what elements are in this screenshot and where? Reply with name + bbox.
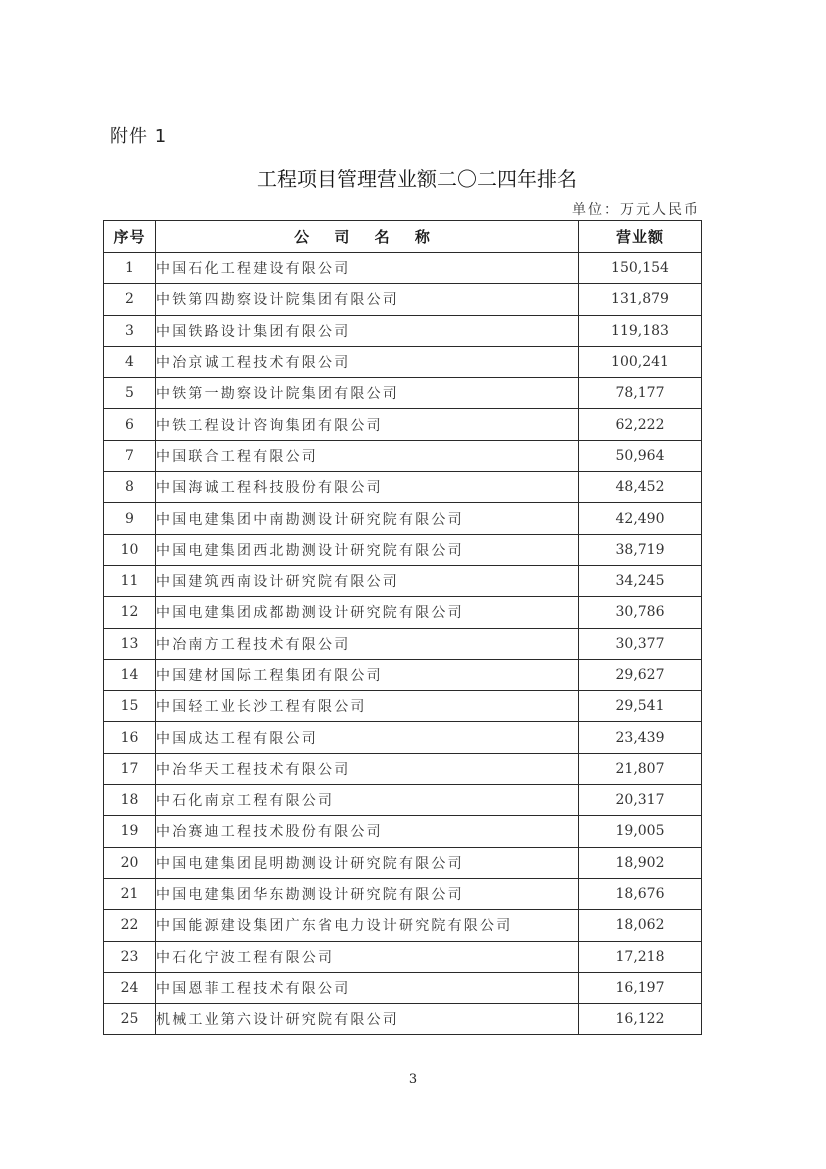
- company-name-cell: 中国成达工程有限公司: [156, 722, 579, 753]
- company-name-cell: 中冶华天工程技术有限公司: [156, 753, 579, 784]
- revenue-cell: 48,452: [579, 472, 702, 503]
- company-name-cell: 中冶京诚工程技术有限公司: [156, 346, 579, 377]
- table-row: [104, 659, 702, 690]
- company-name-cell: 中冶南方工程技术有限公司: [156, 628, 579, 659]
- company-name-cell: 中国建材国际工程集团有限公司: [156, 659, 579, 690]
- revenue-cell: 19,005: [579, 816, 702, 847]
- revenue-cell: 62,222: [579, 409, 702, 440]
- page-number: 3: [408, 1072, 418, 1087]
- revenue-cell: 29,627: [579, 659, 702, 690]
- table-row: [104, 628, 702, 659]
- revenue-cell: 38,719: [579, 534, 702, 565]
- rank-cell: 3: [104, 315, 156, 346]
- table-row: [104, 565, 702, 596]
- table-row: [104, 378, 702, 409]
- rank-cell: 7: [104, 440, 156, 471]
- table-row: [104, 753, 702, 784]
- ranking-table: [103, 220, 702, 1035]
- table-row: [104, 941, 702, 972]
- header-revenue: 营业额: [579, 221, 702, 253]
- revenue-cell: 17,218: [579, 941, 702, 972]
- rank-cell: 9: [104, 503, 156, 534]
- rank-cell: 24: [104, 972, 156, 1003]
- table-row: [104, 253, 702, 284]
- rank-cell: 15: [104, 691, 156, 722]
- rank-cell: 1: [104, 253, 156, 284]
- company-name-cell: 中国建筑西南设计研究院有限公司: [156, 565, 579, 596]
- table-row: [104, 847, 702, 878]
- table-row: [104, 409, 702, 440]
- rank-cell: 4: [104, 346, 156, 377]
- table-row: [104, 1004, 702, 1035]
- company-name-cell: 中国海诚工程科技股份有限公司: [156, 472, 579, 503]
- table-row: [104, 503, 702, 534]
- rank-cell: 2: [104, 284, 156, 315]
- table-header-row: [104, 221, 702, 253]
- attachment-label: 附件 1: [110, 126, 168, 147]
- rank-cell: 20: [104, 847, 156, 878]
- revenue-cell: 150,154: [579, 253, 702, 284]
- company-name-cell: 中石化南京工程有限公司: [156, 785, 579, 816]
- table-row: [104, 472, 702, 503]
- revenue-cell: 16,197: [579, 972, 702, 1003]
- revenue-cell: 30,786: [579, 597, 702, 628]
- table-row: [104, 910, 702, 941]
- table-row: [104, 878, 702, 909]
- company-name-cell: 中国电建集团华东勘测设计研究院有限公司: [156, 878, 579, 909]
- rank-cell: 21: [104, 878, 156, 909]
- company-name-cell: 机械工业第六设计研究院有限公司: [156, 1004, 579, 1035]
- rank-cell: 11: [104, 565, 156, 596]
- company-name-cell: 中国电建集团成都勘测设计研究院有限公司: [156, 597, 579, 628]
- rank-cell: 14: [104, 659, 156, 690]
- rank-cell: 16: [104, 722, 156, 753]
- company-name-cell: 中石化宁波工程有限公司: [156, 941, 579, 972]
- company-name-cell: 中冶赛迪工程技术股份有限公司: [156, 816, 579, 847]
- table-row: [104, 597, 702, 628]
- table-row: [104, 284, 702, 315]
- revenue-cell: 34,245: [579, 565, 702, 596]
- rank-cell: 6: [104, 409, 156, 440]
- company-name-cell: 中国电建集团西北勘测设计研究院有限公司: [156, 534, 579, 565]
- table-row: [104, 315, 702, 346]
- revenue-cell: 18,062: [579, 910, 702, 941]
- header-rank: 序号: [104, 221, 156, 253]
- company-name-cell: 中铁第四勘察设计院集团有限公司: [156, 284, 579, 315]
- company-name-cell: 中铁第一勘察设计院集团有限公司: [156, 378, 579, 409]
- table-body: [104, 253, 702, 1035]
- revenue-cell: 29,541: [579, 691, 702, 722]
- table-row: [104, 440, 702, 471]
- rank-cell: 12: [104, 597, 156, 628]
- company-name-cell: 中国恩菲工程技术有限公司: [156, 972, 579, 1003]
- table-row: [104, 816, 702, 847]
- table-row: [104, 346, 702, 377]
- company-name-cell: 中国电建集团中南勘测设计研究院有限公司: [156, 503, 579, 534]
- table-row: [104, 972, 702, 1003]
- rank-cell: 19: [104, 816, 156, 847]
- revenue-cell: 131,879: [579, 284, 702, 315]
- table-row: [104, 691, 702, 722]
- revenue-cell: 30,377: [579, 628, 702, 659]
- company-name-cell: 中国轻工业长沙工程有限公司: [156, 691, 579, 722]
- rank-cell: 8: [104, 472, 156, 503]
- table-row: [104, 534, 702, 565]
- company-name-cell: 中国石化工程建设有限公司: [156, 253, 579, 284]
- revenue-cell: 42,490: [579, 503, 702, 534]
- unit-label: 单位：万元人民币: [572, 202, 700, 218]
- rank-cell: 5: [104, 378, 156, 409]
- rank-cell: 13: [104, 628, 156, 659]
- revenue-cell: 78,177: [579, 378, 702, 409]
- company-name-cell: 中国能源建设集团广东省电力设计研究院有限公司: [156, 910, 579, 941]
- header-company: 公 司 名 称: [156, 221, 579, 253]
- revenue-cell: 16,122: [579, 1004, 702, 1035]
- rank-cell: 25: [104, 1004, 156, 1035]
- rank-cell: 10: [104, 534, 156, 565]
- rank-cell: 18: [104, 785, 156, 816]
- revenue-cell: 21,807: [579, 753, 702, 784]
- revenue-cell: 18,676: [579, 878, 702, 909]
- revenue-cell: 50,964: [579, 440, 702, 471]
- revenue-cell: 20,317: [579, 785, 702, 816]
- revenue-cell: 100,241: [579, 346, 702, 377]
- company-name-cell: 中国铁路设计集团有限公司: [156, 315, 579, 346]
- revenue-cell: 119,183: [579, 315, 702, 346]
- table-row: [104, 785, 702, 816]
- company-name-cell: 中国电建集团昆明勘测设计研究院有限公司: [156, 847, 579, 878]
- revenue-cell: 23,439: [579, 722, 702, 753]
- document-title: 工程项目管理营业额二〇二四年排名: [257, 167, 577, 191]
- rank-cell: 17: [104, 753, 156, 784]
- company-name-cell: 中国联合工程有限公司: [156, 440, 579, 471]
- company-name-cell: 中铁工程设计咨询集团有限公司: [156, 409, 579, 440]
- rank-cell: 22: [104, 910, 156, 941]
- rank-cell: 23: [104, 941, 156, 972]
- revenue-cell: 18,902: [579, 847, 702, 878]
- table-row: [104, 722, 702, 753]
